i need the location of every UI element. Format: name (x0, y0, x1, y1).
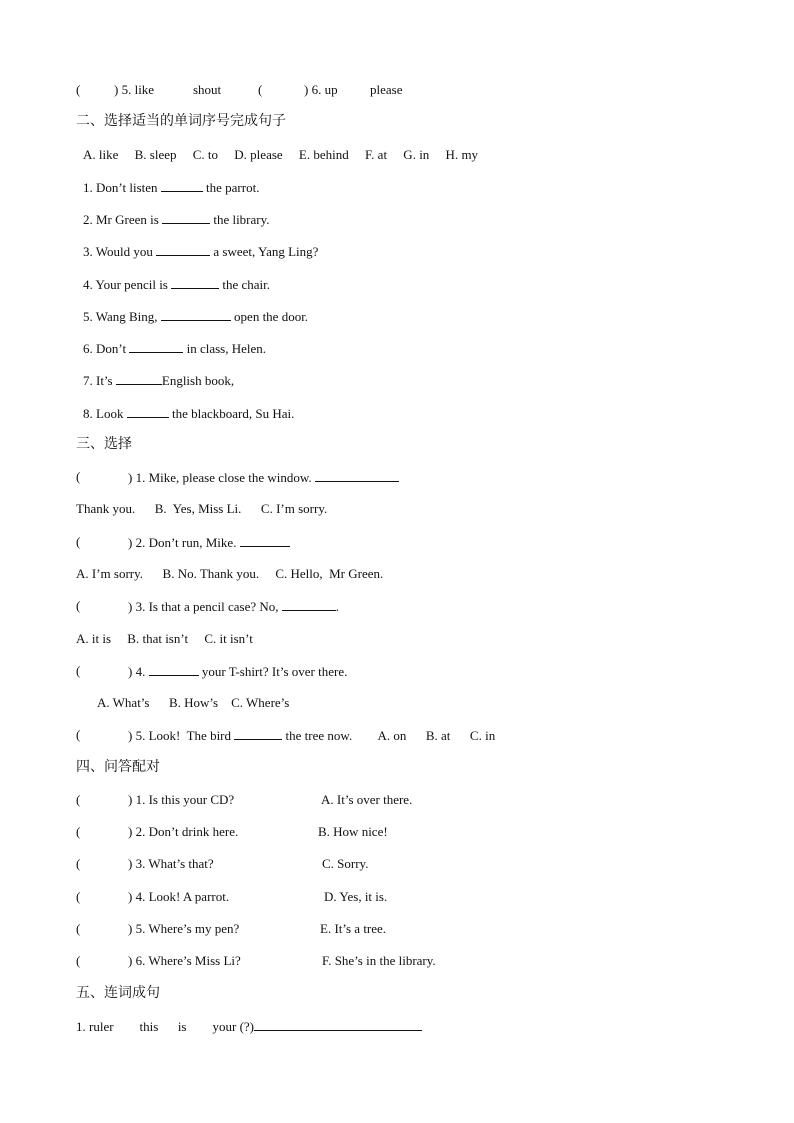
match-question: ) 1. Is this your CD? (128, 792, 235, 807)
answer-blank[interactable] (161, 308, 231, 321)
section-2-item: 6. Don’t in class, Helen. (83, 341, 267, 356)
paren-open: ( (76, 663, 81, 678)
section-2-item: 7. It’s English book, (83, 373, 235, 388)
section-2-item: 3. Would you a sweet, Yang Ling? (83, 244, 319, 259)
section-2-item: 2. Mr Green is the library. (83, 212, 270, 227)
section-2-title: 二、选择适当的单词序号完成句子 (76, 114, 286, 129)
answer-blank[interactable] (315, 469, 399, 482)
section-3-question: ) 3. Is that a pencil case? No, . (128, 599, 340, 614)
section-3-question: ) 2. Don’t run, Mike. (128, 534, 290, 551)
match-answer: F. She’s in the library. (322, 953, 436, 968)
answer-blank[interactable] (116, 372, 162, 385)
answer-blank[interactable] (129, 340, 183, 353)
section-3-question: ) 5. Look! The bird the tree now. A. on B. at C. in (128, 728, 496, 743)
match-question: ) 3. What’s that? (128, 856, 214, 871)
section-3-title: 三、选择 (76, 437, 132, 452)
item-6-word: please (370, 82, 403, 97)
item-5-word: shout (193, 82, 222, 97)
item-6-text: ) 6. up (304, 82, 338, 97)
match-answer: C. Sorry. (322, 856, 369, 871)
answer-blank[interactable] (234, 727, 282, 740)
answer-blank[interactable] (149, 663, 199, 676)
section-3-options: Thank you. B. Yes, Miss Li. C. I’m sorry. (76, 501, 328, 516)
section-3-question: ) 1. Mike, please close the window. (128, 469, 399, 486)
answer-blank[interactable] (127, 405, 169, 418)
section-5-title: 五、连词成句 (76, 986, 160, 1001)
match-answer: B. How nice! (318, 824, 388, 839)
answer-blank[interactable] (171, 276, 219, 289)
match-answer: A. It’s over there. (321, 792, 413, 807)
paren-open: ( (76, 534, 81, 549)
answer-blank[interactable] (254, 1018, 422, 1031)
paren-open: ( (76, 856, 81, 871)
paren-open: ( (76, 792, 81, 807)
match-question: ) 6. Where’s Miss Li? (128, 953, 241, 968)
match-answer: D. Yes, it is. (324, 889, 388, 904)
section-3-options: A. it is B. that isn’t C. it isn’t (76, 631, 253, 646)
item-5-text: ) 5. like (114, 82, 155, 97)
paren-open: ( (76, 727, 81, 742)
answer-blank[interactable] (240, 534, 290, 547)
section-4-title: 四、问答配对 (76, 760, 160, 775)
section-3-options: A. I’m sorry. B. No. Thank you. C. Hello, Mr Green. (76, 566, 384, 581)
paren-open: ( (76, 889, 81, 904)
section-3-options: A. What’s B. How’s C. Where’s (97, 695, 290, 710)
paren-open: ( (76, 598, 81, 613)
section-2-item: 5. Wang Bing, open the door. (83, 309, 309, 324)
paren-open: ( (76, 82, 81, 97)
paren-open: ( (76, 921, 81, 936)
answer-blank[interactable] (156, 243, 210, 256)
paren-open: ( (258, 82, 263, 97)
paren-open: ( (76, 953, 81, 968)
match-answer: E. It’s a tree. (320, 921, 387, 936)
match-question: ) 5. Where’s my pen? (128, 921, 240, 936)
section-3-question: ) 4. your T-shirt? It’s over there. (128, 664, 348, 679)
paren-open: ( (76, 469, 81, 484)
section-2-item: 8. Look the blackboard, Su Hai. (83, 406, 295, 421)
section-2-item: 4. Your pencil is the chair. (83, 277, 271, 292)
answer-blank[interactable] (161, 179, 203, 192)
section-5-question: 1. ruler this is your (?) (76, 1018, 422, 1035)
section-2-options: A. like B. sleep C. to D. please E. behind F. at G. in H. my (83, 147, 479, 162)
match-question: ) 4. Look! A parrot. (128, 889, 230, 904)
paren-open: ( (76, 824, 81, 839)
section-2-item: 1. Don’t listen the parrot. (83, 180, 260, 195)
answer-blank[interactable] (162, 211, 210, 224)
match-question: ) 2. Don’t drink here. (128, 824, 239, 839)
answer-blank[interactable] (282, 598, 336, 611)
